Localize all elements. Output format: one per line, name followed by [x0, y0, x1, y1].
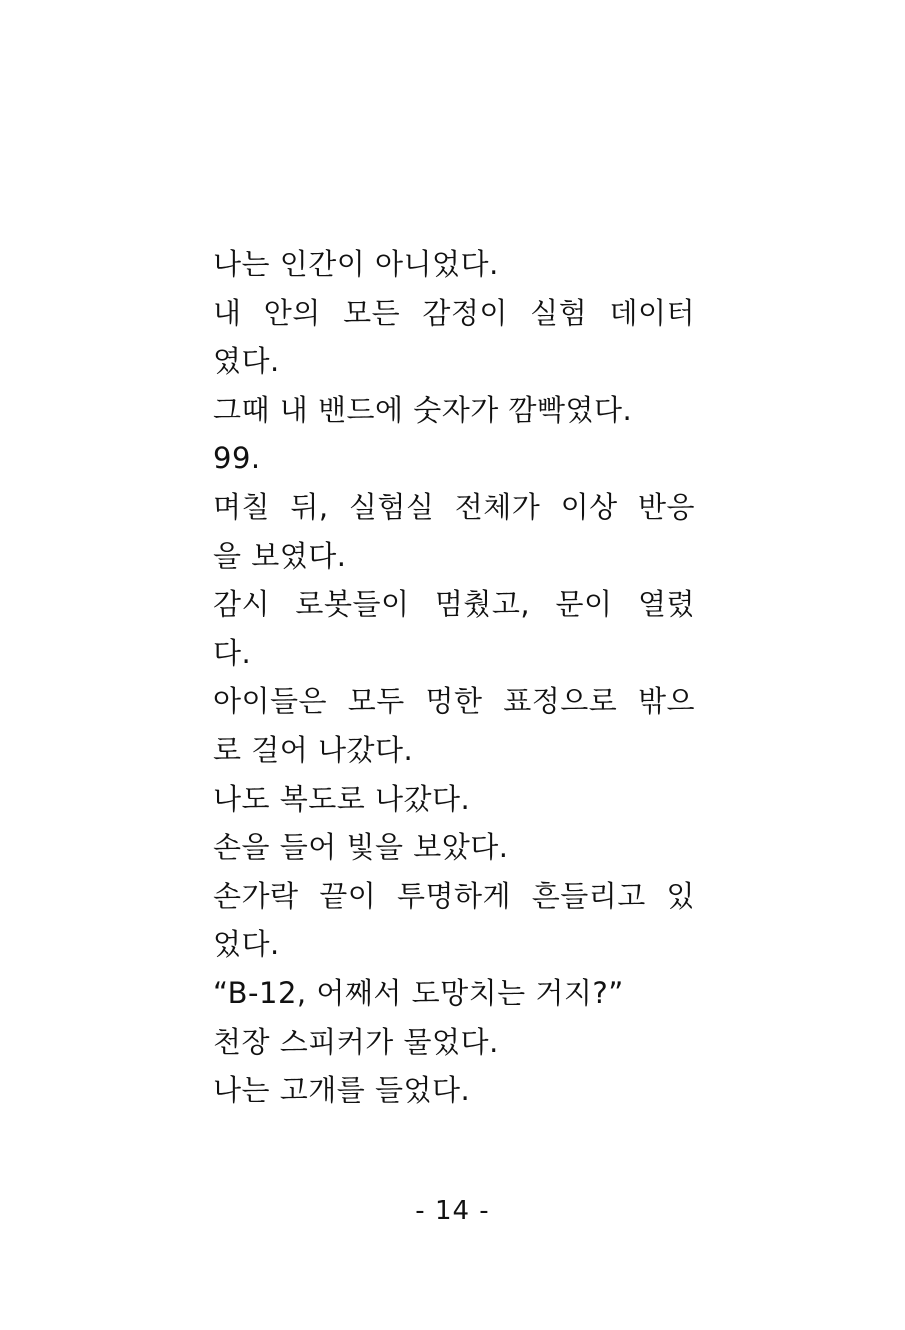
text-line: 내 안의 모든 감정이 실험 데이터	[213, 295, 695, 330]
text-line: 천장 스피커가 물었다.	[213, 1024, 499, 1059]
text-line: 그때 내 밴드에 숫자가 깜빡였다.	[213, 392, 633, 427]
text-line: 로 걸어 나갔다.	[213, 732, 414, 767]
text-line: 며칠 뒤, 실험실 전체가 이상 반응	[213, 489, 695, 524]
text-line: 었다.	[213, 927, 280, 962]
text-line: 손을 들어 빛을 보았다.	[213, 830, 509, 865]
text-line: 다.	[213, 635, 252, 670]
text-line: 아이들은 모두 멍한 표정으로 밖으	[213, 684, 695, 719]
text-line: 나는 인간이 아니었다.	[213, 247, 499, 281]
page-number: - 14 -	[415, 1196, 490, 1226]
dialogue-line: “B-12, 어째서 도망치는 거지?”	[213, 975, 624, 1010]
text-line: 나는 고개를 들었다.	[213, 1073, 471, 1108]
body-text	[213, 240, 695, 1115]
text-line: 나도 복도로 나갔다.	[213, 781, 471, 816]
text-line: 을 보였다.	[213, 538, 347, 573]
text-line: 감시 로봇들이 멈췄고, 문이 열렸	[213, 587, 695, 622]
text-line: 손가락 끝이 투명하게 흔들리고 있	[213, 878, 695, 913]
text-line: 였다.	[213, 344, 280, 379]
text-line: 99.	[213, 441, 261, 476]
